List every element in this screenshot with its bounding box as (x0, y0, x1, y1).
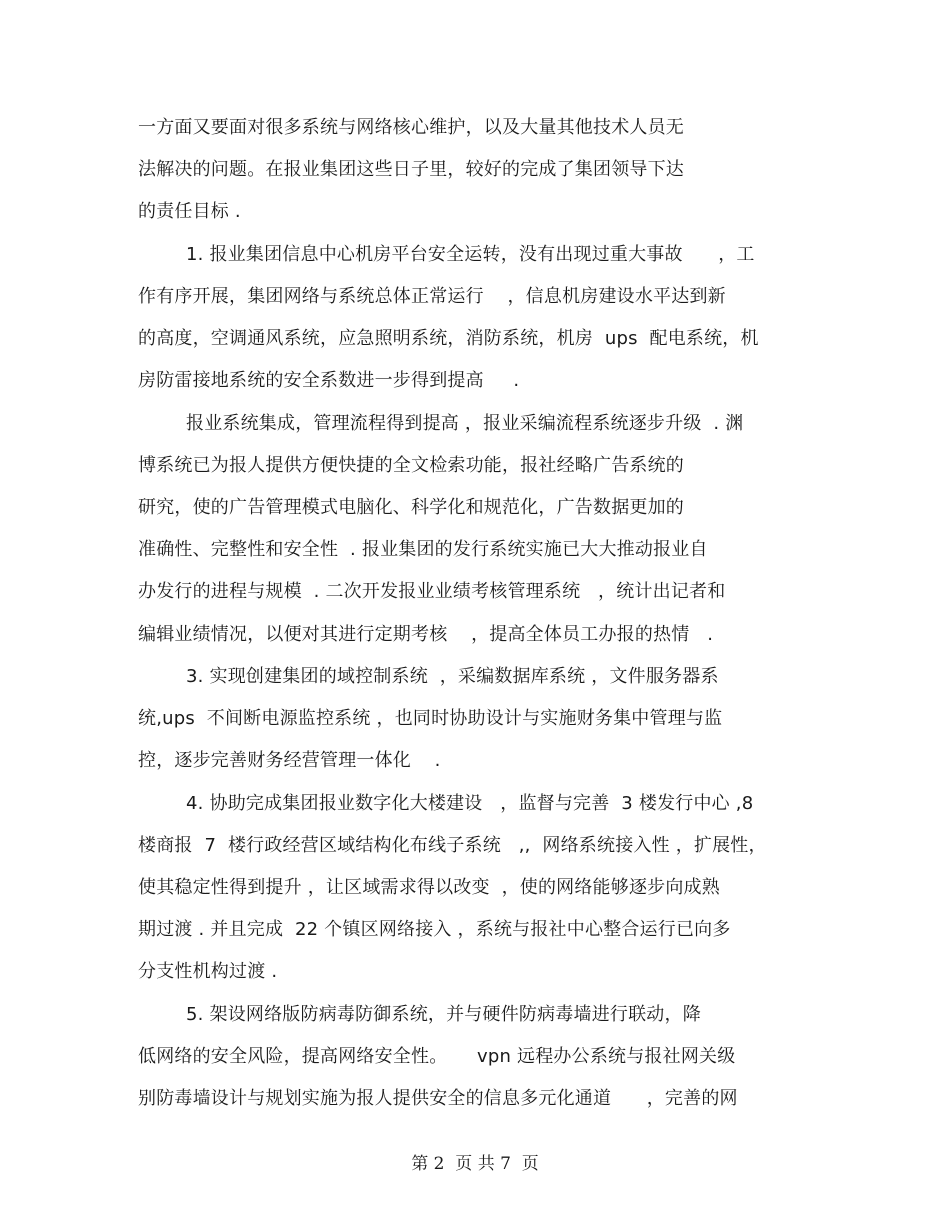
paragraph-first-line: 5. 架设网络版防病毒防御系统，并与硬件防病毒墙进行联动，降 (186, 1004, 701, 1025)
text-line: 别防毒墙设计与规划实施为报人提供安全的信息多元化通道 ，完善的网 (138, 1088, 738, 1109)
text-line: 办发行的进程与规模 . 二次开发报业业绩考核管理系统 ，统计出记者和 (138, 581, 726, 602)
text-line: 作有序开展，集团网络与系统总体正常运行 ，信息机房建设水平达到新 (138, 286, 726, 307)
text-line: 的责任目标 . (138, 201, 241, 222)
page-number-footer: 第 2 页 共 7 页 (411, 1154, 539, 1174)
paragraph-first-line: 3. 实现创建集团的域控制系统 ，采编数据库系统 ，文件服务器系 (186, 666, 719, 687)
text-line: 的高度，空调通风系统，应急照明系统，消防系统，机房 ups 配电系统，机 (138, 328, 759, 349)
paragraph-first-line: 4. 协助完成集团报业数字化大楼建设 ，监督与完善 3 楼发行中心 ,8 (186, 793, 754, 814)
paragraph-first-line: 报业系统集成，管理流程得到提高 ，报业采编流程系统逐步升级 . 渊 (186, 413, 744, 434)
text-line: 编辑业绩情况，以便对其进行定期考核 ，提高全体员工办报的热情 . (138, 624, 714, 645)
text-line: 法解决的问题。在报业集团这些日子里，较好的完成了集团领导下达 (138, 159, 684, 180)
text-line: 使其稳定性得到提升 ，让区域需求得以改变 ，使的网络能够逐步向成熟 (138, 877, 720, 898)
text-line: 准确性、完整性和安全性 . 报业集团的发行系统实施已大大推动报业自 (138, 539, 708, 560)
paragraph-first-line: 1. 报业集团信息中心机房平台安全运转，没有出现过重大事故 ，工 (186, 244, 755, 265)
text-line: 房防雷接地系统的安全系数进一步得到提高 . (138, 370, 520, 391)
text-line: 研究，使的广告管理模式电脑化、科学化和规范化，广告数据更加的 (138, 497, 684, 518)
text-line: 统,ups 不间断电源监控系统 ，也同时协助设计与实施财务集中管理与监 (138, 708, 723, 729)
text-line: 博系统已为报人提供方便快捷的全文检索功能，报社经略广告系统的 (138, 455, 684, 476)
text-line: 低网络的安全风险，提高网络安全性。 vpn 远程办公系统与报社网关级 (138, 1046, 736, 1067)
text-line: 一方面又要面对很多系统与网络核心维护，以及大量其他技术人员无 (138, 117, 684, 138)
text-line: 楼商报 7 楼行政经营区域结构化布线子系统 ,, 网络系统接入性 ，扩展性， (138, 835, 767, 856)
text-line: 期过渡 . 并且完成 22 个镇区网络接入 ，系统与报社中心整合运行已向多 (138, 919, 731, 940)
text-line: 控，逐步完善财务经营管理一体化 . (138, 750, 441, 771)
text-line: 分支性机构过渡 . (138, 961, 278, 982)
